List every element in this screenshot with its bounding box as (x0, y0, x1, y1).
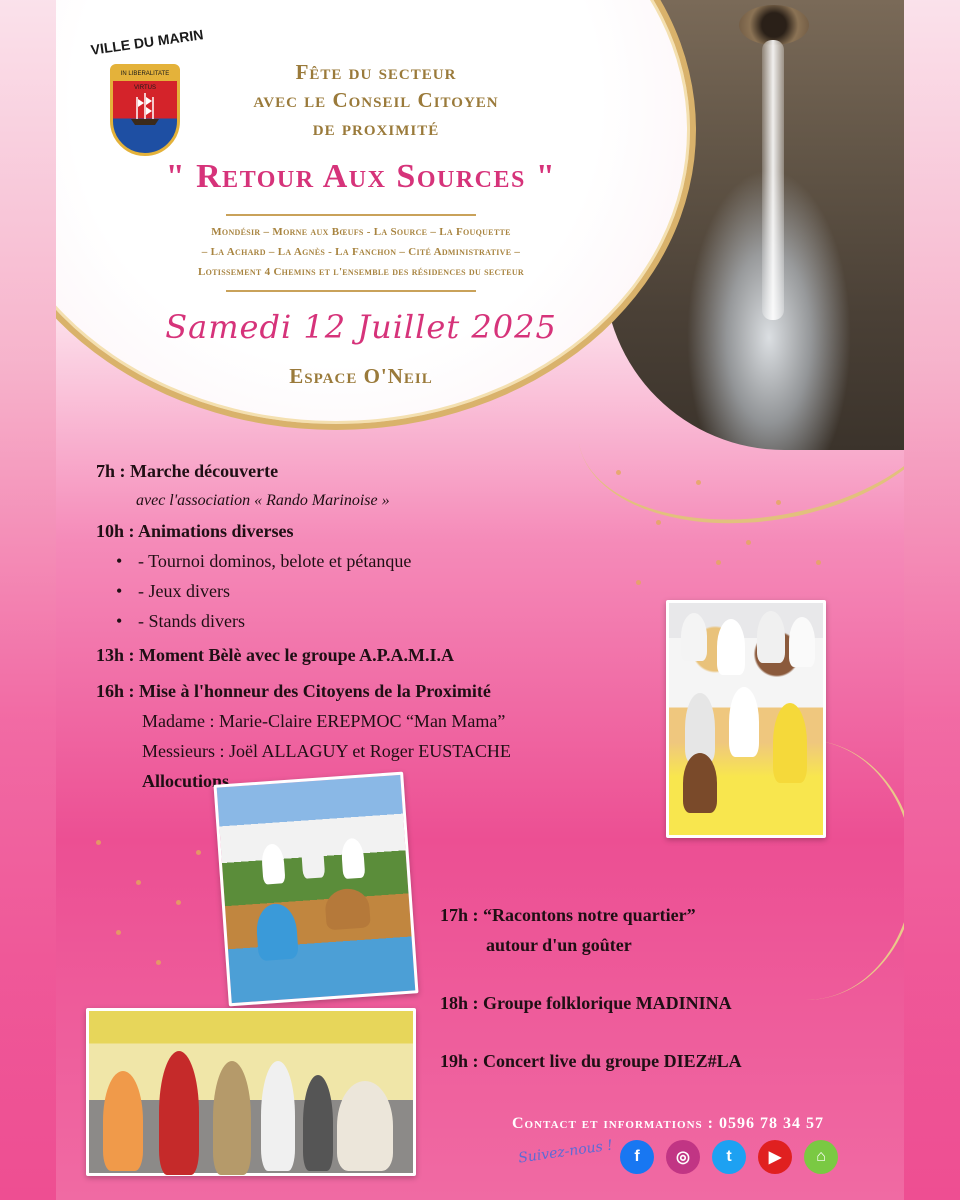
honorees-group-photo (86, 1008, 416, 1176)
program-bullet-3: • - Stands divers (96, 606, 656, 636)
header-line-2: avec le Conseil Citoyen (253, 88, 499, 112)
event-venue: Espace O'Neil (289, 364, 433, 388)
program-honoree-madame: Madame : Marie-Claire EREPMOC “Man Mama” (142, 711, 506, 731)
twitter-icon[interactable]: t (712, 1140, 746, 1174)
contact-info: Contact et informations : 0596 78 34 57 (512, 1115, 824, 1132)
program-item-13h: 13h : Moment Bèlè avec le groupe A.P.A.M.I.A (96, 645, 454, 665)
program-allocutions: Allocutions (142, 771, 230, 791)
neighborhood-line-1: Mondésir – Morne aux Bœufs - La Source – La Fouquette (211, 226, 511, 238)
header-line-3: de proximité (312, 116, 440, 140)
other-social-icon[interactable]: ⌂ (804, 1140, 838, 1174)
event-header (186, 58, 566, 142)
program-item-7h-detail: avec l'association « Rando Marinoise » (136, 492, 390, 509)
program-item-18h: 18h : Groupe folklorique MADININA (440, 993, 732, 1013)
divider-top (226, 214, 476, 216)
program-schedule-evening (440, 900, 880, 1076)
city-motto: IN LIBERALITATE VIRTUS (113, 67, 177, 81)
event-title: " Retour Aux Sources " (165, 158, 557, 195)
neighborhood-line-2: – La Achard – La Agnès - La Fanchon – Cité Administrative – (201, 246, 521, 258)
program-honoree-messieurs: Messieurs : Joël ALLAGUY et Roger EUSTACHE (142, 741, 511, 761)
divider-bottom (226, 290, 476, 292)
event-date: Samedi 12 Juillet 2025 (165, 308, 557, 346)
program-bullet-1: • - Tournoi dominos, belote et pétanque (96, 546, 656, 576)
facebook-icon[interactable]: f (620, 1140, 654, 1174)
bele-group-photo (666, 600, 826, 838)
coat-of-arms-icon (110, 64, 180, 156)
youtube-icon[interactable]: ▶ (758, 1140, 792, 1174)
header-line-1: Fête du secteur (295, 60, 457, 84)
background-left-frame (0, 0, 56, 1200)
event-poster (56, 0, 904, 1200)
neighborhood-line-3: Lotissement 4 Chemins et l'ensemble des résidences du secteur (198, 266, 524, 278)
neighborhood-list (96, 222, 626, 282)
background-right-frame (904, 0, 960, 1200)
program-item-16h: 16h : Mise à l'honneur des Citoyens de la Proximité (96, 681, 491, 701)
water-stream (762, 40, 784, 320)
bamboo-pipe (739, 5, 809, 45)
program-bullet-2: • - Jeux divers (96, 576, 656, 606)
program-item-19h: 19h : Concert live du groupe DIEZ#LA (440, 1051, 742, 1071)
program-schedule (96, 456, 656, 796)
program-item-7h: 7h : Marche découverte (96, 461, 279, 481)
follow-us-label: Suivez-nous ! (517, 1137, 614, 1167)
program-item-17h: 17h : “Racontons notre quartier” (440, 905, 696, 925)
city-name: VILLE DU MARIN (89, 26, 205, 58)
program-item-17h-detail: autour d'un goûter (486, 935, 632, 955)
program-item-10h: 10h : Animations diverses (96, 521, 294, 541)
instagram-icon[interactable]: ◎ (666, 1140, 700, 1174)
ship-icon (127, 89, 163, 129)
folklore-group-photo (213, 772, 418, 1007)
